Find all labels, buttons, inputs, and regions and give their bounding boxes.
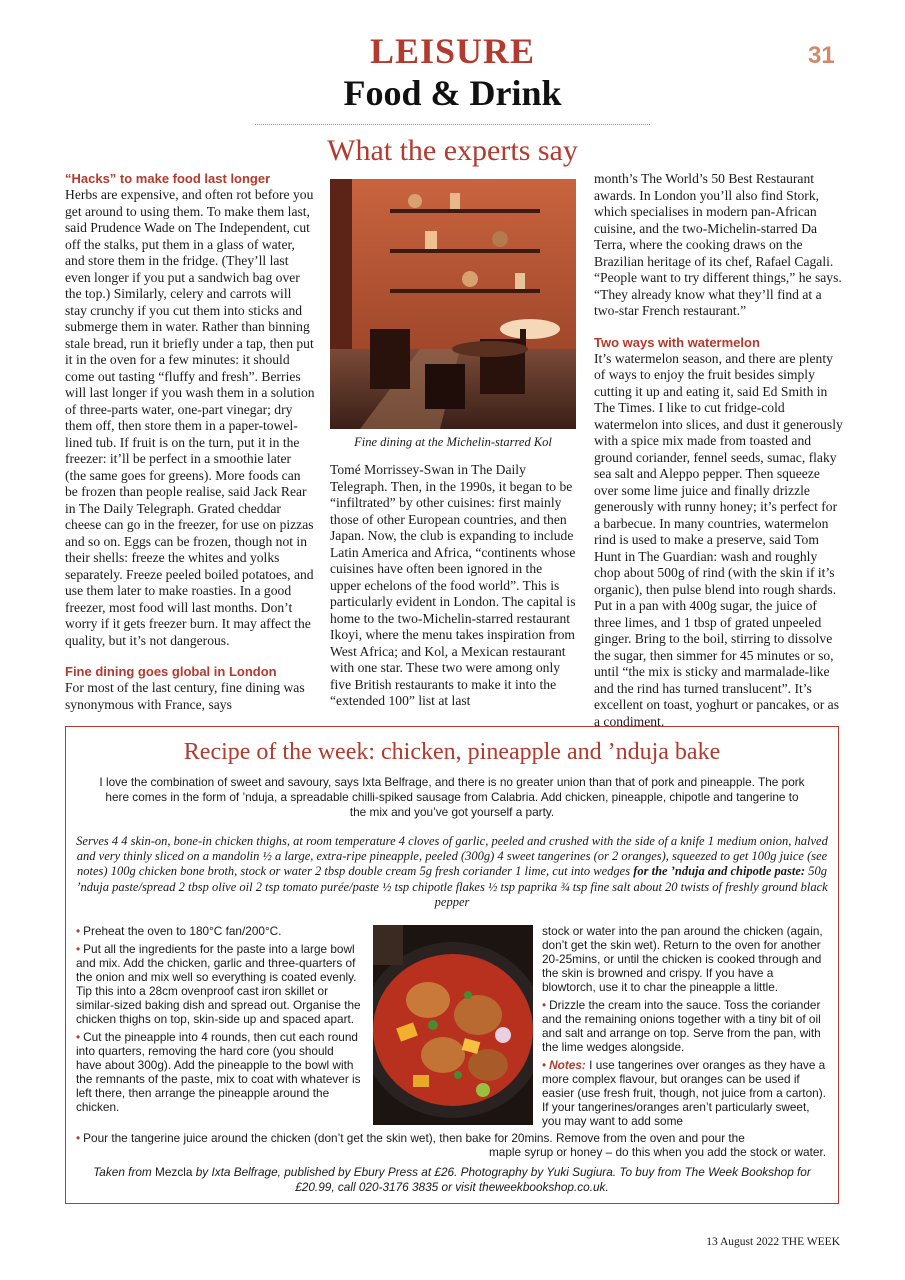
photo-caption: Fine dining at the Michelin-starred Kol bbox=[354, 435, 552, 449]
bullet-icon: • bbox=[76, 942, 81, 956]
column-right bbox=[594, 171, 844, 730]
notes-text: I use tangerines over oranges as they have a more complex flavour, but oranges can be used if easier (use fresh fruit, though, not juice from a carton). If your tangerines/oranges aren’t particularly sweet, you may want to add some bbox=[542, 1058, 826, 1128]
bullet-icon: • bbox=[542, 998, 547, 1012]
hacks-body: Herbs are expensive, and often rot before you get around to using them. To make them last, said Prudence Wade on The Independent, cut off the stalks, put them in a glass of water, and store them in the fridge. (They’ll last even longer if you put a sandwich bag over the top.) Similarly, celery and carrots will stay crunchy if you cut them into sticks and submerge them in water. Rather than binning stale bread, run it briefly under a tap, then put it in the oven for a few minutes: it should come out tasting “fluffy and fresh”. Berries will last longer if you wash them in a solution of three-parts water, one-part vinegar; dry them off, then store them in a paper-towel-lined tub. If fruit is on the turn, put it in the freezer: it’ll be perfect in a smoothie later (the same goes for greens). More foods can be frozen than people realise, said Jack Rear in The Daily Telegraph. Grated cheddar cheese can go in the freezer, for use on pizzas and so on. Eggs can be frozen, though not in their shells: freeze the whites and yolks separately. Freeze peeled boiled potatoes, and use them later to make roasties. In a good freezer, most food will last months. Don’t worry if it gets freezer burn. It may affect the quality, but it’s not dangerous. bbox=[65, 187, 315, 648]
recipe-steps-left bbox=[76, 924, 361, 1118]
page-number: 31 bbox=[808, 42, 835, 69]
recipe-full-width bbox=[76, 1131, 826, 1159]
feature-title: What the experts say bbox=[327, 134, 578, 167]
column-middle bbox=[330, 462, 576, 710]
fine-dining-body-end: month’s The World’s 50 Best Restaurant awards. In London you’ll also find Stork, which specialises in modern pan-African cuisine, and the two-Michelin-starred Da Terra, where the cooking draws on the Brazilian heritage of its chef, Rafael Cagali. “People want to try different things,” he says. “They already know what they’ll find at a two-star French restaurant.” bbox=[594, 171, 842, 318]
recipe-photo bbox=[373, 925, 533, 1125]
notes-label: Notes: bbox=[549, 1058, 586, 1072]
ingredients-main: Serves 4 4 skin-on, bone-in chicken thighs, at room temperature 4 cloves of garlic, peeled and crushed with the side of a knife 1 medium onion, halved and very thinly sliced on a mandolin ½ a large, extra-ripe pineapple, peeled (300g) 4 sweet tangerines (or 2 oranges), squeezed to get 100g juice (see notes) 100g chicken bone broth, stock or water 2 tbsp double cream 5g fresh coriander 1 lime, cut into wedges bbox=[76, 834, 828, 879]
recipe-step bbox=[76, 942, 361, 1026]
step-text: Cut the pineapple into 4 rounds, then cut each round into quarters, removing the hard core (you should have about 300g). Add the pineapple to the bowl with the remnants of the paste, mix to coat with whatever is left there, then arrange the pineapple around the chicken. bbox=[76, 1030, 361, 1114]
recipe-credit bbox=[86, 1165, 818, 1194]
fine-dining-body-continued: Tomé Morrissey-Swan in The Daily Telegraph. Then, in the 1990s, it began to be “infiltrated” by other cuisines: first mainly those of other European countries, and then Japan. Now, the club is expanding to include Latin America and Africa, “continents whose cuisines have often been ignored in the upper echelons of the food world”. This is particularly evident in London. The capital is home to the two-Michelin-starred restaurant Ikoyi, where the menu takes inspiration from West Africa; and Kol, a Mexican restaurant with one star. These two were among only five British restaurants to make it into the “extended 100” list at last bbox=[330, 462, 576, 708]
recipe-ingredients bbox=[72, 834, 832, 910]
dotted-divider bbox=[255, 124, 650, 125]
recipe-step bbox=[76, 924, 361, 938]
publication-name: THE WEEK bbox=[781, 1236, 840, 1248]
bullet-icon: • bbox=[76, 1030, 81, 1044]
hacks-heading: “Hacks” to make food last longer bbox=[65, 171, 271, 186]
bullet-icon: • bbox=[542, 1058, 547, 1072]
recipe-step-continued: stock or water into the pan around the chicken (again, don’t get the skin wet). Return to the oven for another 20-25mins, or until the chicken is cooked through and the skin is browned and crispy. If you have a blowtorch, use it to char the pineapple a little. bbox=[542, 924, 823, 994]
recipe-steps-right bbox=[542, 924, 826, 1132]
notes-end: maple syrup or honey – do this when you add the stock or water. bbox=[488, 1145, 826, 1159]
fine-dining-heading: Fine dining goes global in London bbox=[65, 664, 277, 679]
step-text: Preheat the oven to 180°C fan/200°C. bbox=[83, 924, 282, 938]
credit-book-title: Mezcla bbox=[155, 1165, 193, 1179]
recipe-box bbox=[65, 726, 839, 1204]
watermelon-heading: Two ways with watermelon bbox=[594, 334, 760, 350]
section-title: LEISURE bbox=[369, 31, 536, 71]
fine-dining-body-start: For most of the last century, fine dining was synonymous with France, says bbox=[65, 680, 305, 712]
chicken-bake-image bbox=[373, 925, 533, 1125]
paste-label: for the ’nduja and chipotle paste: bbox=[633, 864, 806, 879]
restaurant-photo bbox=[330, 179, 576, 429]
recipe-step bbox=[76, 1030, 361, 1114]
restaurant-interior-image bbox=[330, 179, 576, 429]
step-text: Drizzle the cream into the sauce. Toss the coriander and the remaining onions together with a tiny bit of oil and salt and arrange on top. Serve from the pan, with the lime wedges alongside. bbox=[542, 998, 821, 1054]
recipe-intro: I love the combination of sweet and savoury, says Ixta Belfrage, and there is no greater union than that of pork and pineapple. The pork here comes in the form of ’nduja, a spreadable chilli-spiked sausage from Calabria. Add chicken, pineapple, chipotle and tangerine to the mix and you’ve got yourself a party. bbox=[99, 775, 805, 819]
step-text: Put all the ingredients for the paste into a large bowl and mix. Add the chicken, garlic and three-quarters of the onion and mix well so everything is coated evenly. Tip this into a 28cm ovenproof cast iron skillet or similar-sized baking dish and spread out. Organise the chicken thighs on top, skin-side up and spaced apart. bbox=[76, 942, 361, 1026]
recipe-title: Recipe of the week: chicken, pineapple and ’nduja bake bbox=[183, 739, 721, 765]
step-pour: Pour the tangerine juice around the chicken (don’t get the skin wet), then bake for 20mins. Remove from the oven and pour the bbox=[83, 1131, 745, 1145]
subsection-title: Food & Drink bbox=[343, 73, 562, 113]
recipe-notes bbox=[542, 1058, 826, 1128]
page-footer bbox=[600, 1236, 840, 1248]
issue-date: 13 August 2022 bbox=[706, 1236, 780, 1248]
watermelon-body: It’s watermelon season, and there are plenty of ways to enjoy the fruit besides simply cutting it up and eating it, said Ed Smith in The Times. I like to cut fridge-cold watermelon into slices, and dust it generously with a spice mix made from toasted and ground coriander, fennel seeds, sumac, flaky sea salt and Aleppo pepper. Then squeeze over some lime juice and finally drizzle generously with runny honey; it’s perfect for a barbecue. In many countries, watermelon rind is used to make a preserve, said Tom Hunt in The Guardian: wash and roughly chop about 500g of rind (with the skin if it’s organic), then pulse blend into rough shards. Put in a pan with 400g sugar, the juice of three limes, and 1 tbsp of grated unpeeled ginger. Bring to the boil, stirring to dissolve the sugar, then simmer for 45 minutes or so, until “the mix is sticky and marmalade-like and the rind has turned translucent”. It’s excellent on toast, yoghurt or pancakes, or as a condiment. bbox=[594, 350, 843, 729]
bullet-icon: • bbox=[76, 1131, 81, 1145]
column-left bbox=[65, 171, 315, 713]
bullet-icon: • bbox=[76, 924, 81, 938]
ingredients-paste: 50g ’nduja paste/spread 2 tbsp olive oil 2 tsp tomato purée/paste ½ tsp chipotle flakes ½ tsp paprika ¾ tsp fine salt about 20 twists of freshly ground black pepper bbox=[76, 864, 828, 909]
recipe-step bbox=[542, 998, 826, 1054]
credit-prefix: Taken from bbox=[93, 1165, 152, 1179]
credit-details: by Ixta Belfrage, published by Ebury Press at £26. Photography by Yuki Sugiura. To buy from The Week Bookshop for £20.99, call 020-3176 3835 or visit theweekbookshop.co.uk. bbox=[195, 1165, 811, 1194]
